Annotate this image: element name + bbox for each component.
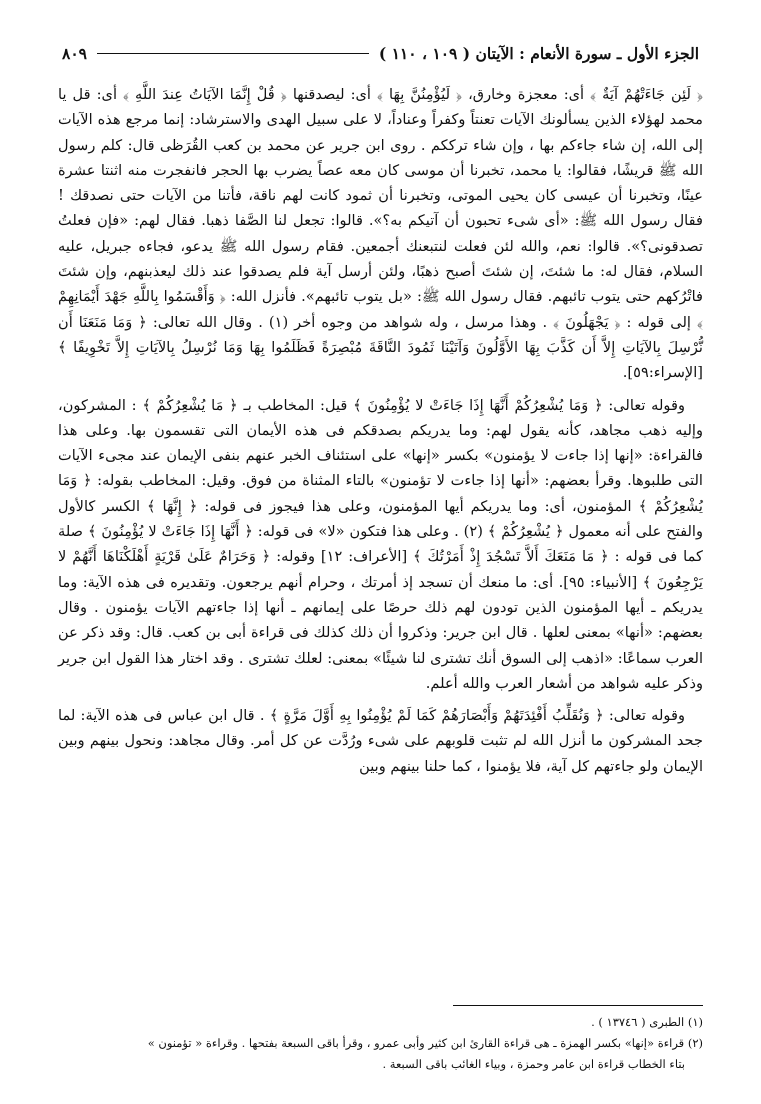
paragraph: وقوله تعالى: ﴿ وَنُقَلِّبُ أَفْئِدَتَهُمْ وَأَبْصَارَهُمْ كَمَا لَمْ يُؤْمِنُوا بِهِ أَوَّلَ مَرَّةٍ ﴾ . قال ابن عباس فى هذه الآية: لما جحد المشركون ما أنزل الله لم تثبت قلوبهم على شىء ورُدَّت عن كل أمر. وقال مجاهد: ونحول بينهم وبين الإيمان ولو جاءتهم كل آية، فلا يؤمنوا ، كما حلنا بينهم وبين	[58, 707, 703, 775]
header-rule	[97, 53, 369, 54]
footnotes	[58, 1012, 703, 1075]
footnote-continuation: بتاء الخطاب قراءة ابن عامر وحمزة ، وبياء الغائب باقى السبعة .	[382, 1057, 685, 1071]
footnote-separator	[453, 1005, 703, 1006]
paragraph: ﴿ لَئِن جَاءَتْهُمْ آيَةٌ ﴾ أى: معجزة وخارق، ﴿ لَيُؤْمِنُنَّ بِهَا ﴾ أى: ليصدقنها ﴿ قُلْ إِنَّمَا الآيَاتُ عِندَ اللَّهِ ﴾ أى: قل يا محمد لهؤلاء الذين يسألونك الآيات تعنتاً وكفراً وعناداً، لا على سبيل الهدى والاسترشاد: إنما مرجع هذه الآيات إلى الله، إن شاء جاءكم بها ، وإن شاء ترككم . روى ابن جرير عن محمد بن كعب القُرَظى قال: كلم رسول الله ﷺ قريشًا، فقالوا: يا محمد، تخبرنا أن موسى كان معه عصاً يضرب بها الحجر فانفجرت منه اثنتا عشرة عينًا، وتخبرنا أن عيسى كان يحيى الموتى، وتخبرنا أن ثمود كانت لهم ناقة، فأتنا من الآيات حتى نصدقك ! فقال رسول الله ﷺ: «أى شىء تحبون أن آتيكم به؟». قالوا: تجعل لنا الصَّفا ذهبا. فقال لهم: «فإن فعلتُ تصدقونى؟». قالوا: نعم، والله لئن فعلت لنتبعنك أجمعين. فقام رسول الله ﷺ يدعو، فجاءه جبريل، عليه السلام، فقال له: ما شئتَ، إن شئتَ أصبح ذهبًا، ولئن أرسل آية فلم يصدقوا عند ذلك ليعذبنهم، وإن شئتَ فاتْرُكهم حتى يتوب تائبهم. فقال رسول الله ﷺ: «بل يتوب تائبهم». فأنزل الله: ﴿ وَأَقْسَمُوا بِاللَّهِ جَهْدَ أَيْمَانِهِمْ ﴾ إلى قوله : ﴿ يَجْهَلُونَ ﴾ . وهذا مرسل ، وله شواهد من وجوه أخر (١) . وقال الله تعالى: ﴿ وَمَا مَنَعَنَا أَن نُّرْسِلَ بِالآيَاتِ إِلاَّ أَن كَذَّبَ بِهَا الأَوَّلُونَ وَآتَيْنَا ثَمُودَ النَّاقَةَ مُبْصِرَةً فَظَلَمُوا بِهَا وَمَا نُرْسِلُ بِالآيَاتِ إِلاَّ تَخْوِيفًا ﴾ [الإسراء:٥٩].	[58, 86, 704, 382]
page-header	[62, 40, 699, 66]
footnote: (٢) قراءة «إنها» بكسر الهمزة ـ هى قراءة القارئ ابن كثير وأبى عمرو ، وقرأ باقى السبعة بفتحها . وقراءة « تؤمنون »	[147, 1036, 703, 1050]
paragraph: وقوله تعالى: ﴿ وَمَا يُشْعِرُكُمْ أَنَّهَا إِذَا جَاءَتْ لا يُؤْمِنُونَ ﴾ قيل: المخاطب بـ ﴿ مَا يُشْعِرُكُمْ ﴾ : المشركون، وإليه ذهب مجاهد، كأنه يقول لهم: وما يدريكم بصدقكم فى هذه الأيمان التى تقسمون بها. وعلى هذا فالقراءة: «إنها إذا جاءت لا يؤمنون» بكسر «إنها» على استئناف الخبر عنهم بنفى الإيمان عند مجىء الآيات التى طلبوها. وقرأ بعضهم: «أنها إذا جاءت لا تؤمنون» بالتاء المثناة من فوق. وقيل: المخاطب بقوله: ﴿ وَمَا يُشْعِرُكُمْ ﴾ المؤمنون، أى: وما يدريكم أيها المؤمنون، وعلى هذا فيجوز فى قوله: ﴿ إِنَّهَا ﴾ الكسر كالأول والفتح على أنه معمول ﴿ يُشْعِرُكُمْ ﴾ (٢) . وعلى هذا فتكون «لا» فى قوله: ﴿ أَنَّهَا إِذَا جَاءَتْ لا يُؤْمِنُونَ ﴾ صلة كما فى قوله : ﴿ مَا مَنَعَكَ أَلاَّ تَسْجُدَ إِذْ أَمَرْتُكَ ﴾ [الأعراف: ١٢] وقوله: ﴿ وَحَرَامٌ عَلَىٰ قَرْيَةٍ أَهْلَكْنَاهَا أَنَّهُمْ لا يَرْجِعُونَ ﴾ [الأنبياء: ٩٥]. أى: ما منعك أن تسجد إذ أمرتك ، وحرام أنهم يرجعون. وتقديره فى هذه الآية: وما يدريكم ـ أيها المؤمنون الذين تودون لهم ذلك حرصًا على إيمانهم ـ أنها إذا جاءتهم الآيات يؤمنون . وقال بعضهم: «أنها» بمعنى لعلها . قال ابن جرير: وذكروا أن ذلك كذلك فى قراءة أبى بن كعب. قال: وقد ذكر عن العرب سماعًا: «اذهب إلى السوق أنك تشترى لنا شيئًا» بمعنى: لعلك تشترى . وقد اختار هذا القول ابن جرير وذكر عليه شواهد من أشعار العرب والله أعلم.	[58, 396, 704, 692]
footnote: (١) الطبرى ( ١٣٧٤٦ ) .	[591, 1015, 703, 1029]
running-title: الجزء الأول ـ سورة الأنعام : الآيتان ( ١٠٩ ، ١١٠ )	[378, 43, 699, 63]
page-number: ٨٠٩	[62, 43, 87, 63]
main-text	[58, 82, 703, 786]
